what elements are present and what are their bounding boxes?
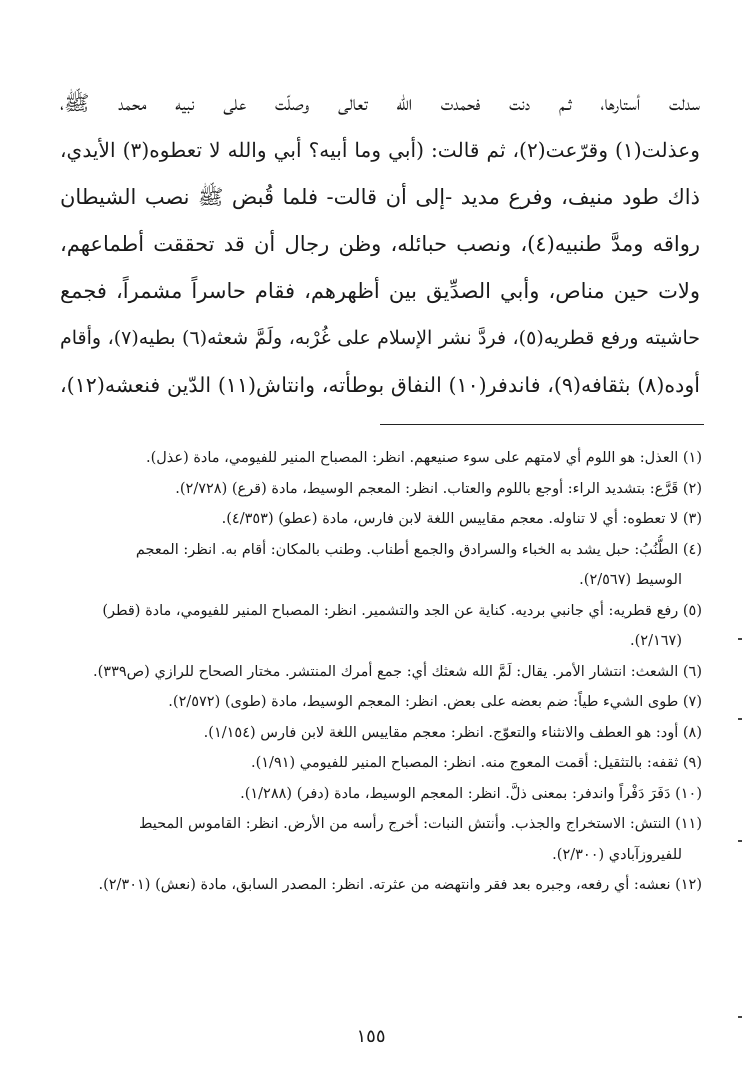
footnotes-section — [60, 443, 702, 901]
main-body-text — [60, 80, 700, 409]
main-text-line: حاشيته ورفع قطريه(٥)، فردَّ نشر الإسلام على غُرْبه، ولَمَّ شعثه(٦) بطيه(٧)، وأقام — [60, 327, 700, 349]
main-text-line: سدلت أستارها، ثـم دنت فحمدت الله تعالى وصلّت على نبيه محمد ﷺ، — [60, 91, 700, 115]
footnote-continuation-line: للفيروزآبادي (٢/٣٠٠). — [552, 846, 682, 863]
main-text-line: ذاك طود منيف، وفرع مديد -إلى أن قالت- فلما قُبض ﷺ نصب الشيطان — [60, 185, 700, 209]
footnote-line: (٦) الشعث: انتشار الأمر. يقال: لَمَّ الله شعثك أي: جمع أمرك المنتشر. مختار الصحاح للرازي (ص٣٣٩). — [93, 663, 702, 680]
footnote-line: (٢) قَرَّع: بتشديد الراء: أوجع باللوم والعتاب. انظر: المعجم الوسيط، مادة (قرع) (٢/٧٢٨). — [175, 480, 702, 497]
main-text-line: ولات حين مناص، وأبي الصدِّيق بين أظهرهم، فقام حاسراً مشمراً، فجمع — [60, 279, 700, 303]
footnote-line: (٤) الطُّنُبُ: حبل يشد به الخباء والسرادق والجمع أطناب. وطنب بالمكان: أقام به. انظر: المعجم — [135, 541, 702, 558]
footnote-line: (٣) لا تعطوه: أي لا تناوله. معجم مقاييس اللغة لابن فارس، مادة (عطو) (٤/٣٥٣). — [221, 511, 702, 527]
footnote-continuation-line: الوسيط (٢/٥٦٧). — [579, 572, 682, 588]
margin-mark — [738, 1016, 742, 1018]
footnote-line: (١٠) دَفَرَ دَفْراً واندفر: بمعنى ذلَّ. انظر: المعجم الوسيط، مادة (دفر) (١/٢٨٨). — [240, 785, 702, 802]
margin-mark — [738, 638, 742, 640]
footnote-line: (١) العذل: هو اللوم أي لامتهم على سوء صنيعهم. انظر: المصباح المنير للفيومي، مادة (عذل). — [146, 450, 702, 466]
footnote-line: (٥) رفع قطريه: أي جانبي برديه. كناية عن الجد والتشمير. انظر: المصباح المنير للفيومي، مادة (قطر) — [102, 602, 702, 619]
footnote-continuation-line: (٢/١٦٧). — [630, 633, 682, 649]
margin-mark — [738, 718, 742, 720]
main-text-line: أوده(٨) بثقافه(٩)، فاندفر(١٠) النفاق بوطأته، وانتاش(١١) الدّين فنعشه(١٢)، — [60, 373, 700, 397]
footnote-line: (٨) أود: هو العطف والانثناء والتعوّج. انظر: معجم مقاييس اللغة لابن فارس (١/١٥٤). — [203, 724, 702, 741]
footnote-line: (١١) النتش: الاستخراج والجذب. وأنتش النبات: أخرج رأسه من الأرض. انظر: القاموس المحيط — [139, 816, 702, 832]
footnote-line: (٩) ثقفه: بالتثقيل: أقمت المعوج منه. انظر: المصباح المنير للفيومي (١/٩١). — [250, 755, 702, 771]
footnote-separator — [380, 424, 704, 425]
main-text-line: وعذلت(١) وقرّعت(٢)، ثم قالت: (أبي وما أبيه؟ أبي والله لا تعطوه(٣) الأيدي، — [60, 138, 700, 162]
page-number: ١٥٥ — [356, 1026, 386, 1047]
footnote-line: (١٢) نعشه: أي رفعه، وجبره بعد فقر وانتهضه من عثرته. انظر: المصدر السابق، مادة (نعش) (٢/٣٠١). — [98, 877, 702, 893]
margin-mark — [738, 840, 742, 842]
footnote-line: (٧) طوى الشيء طياً: ضم بعضه على بعض. انظر: المعجم الوسيط، مادة (طوى) (٢/٥٧٢). — [168, 694, 702, 710]
main-text-line: رواقه ومدَّ طنبيه(٤)، ونصب حبائله، وظن رجال أن قد تحققت أطماعهم، — [60, 232, 700, 256]
